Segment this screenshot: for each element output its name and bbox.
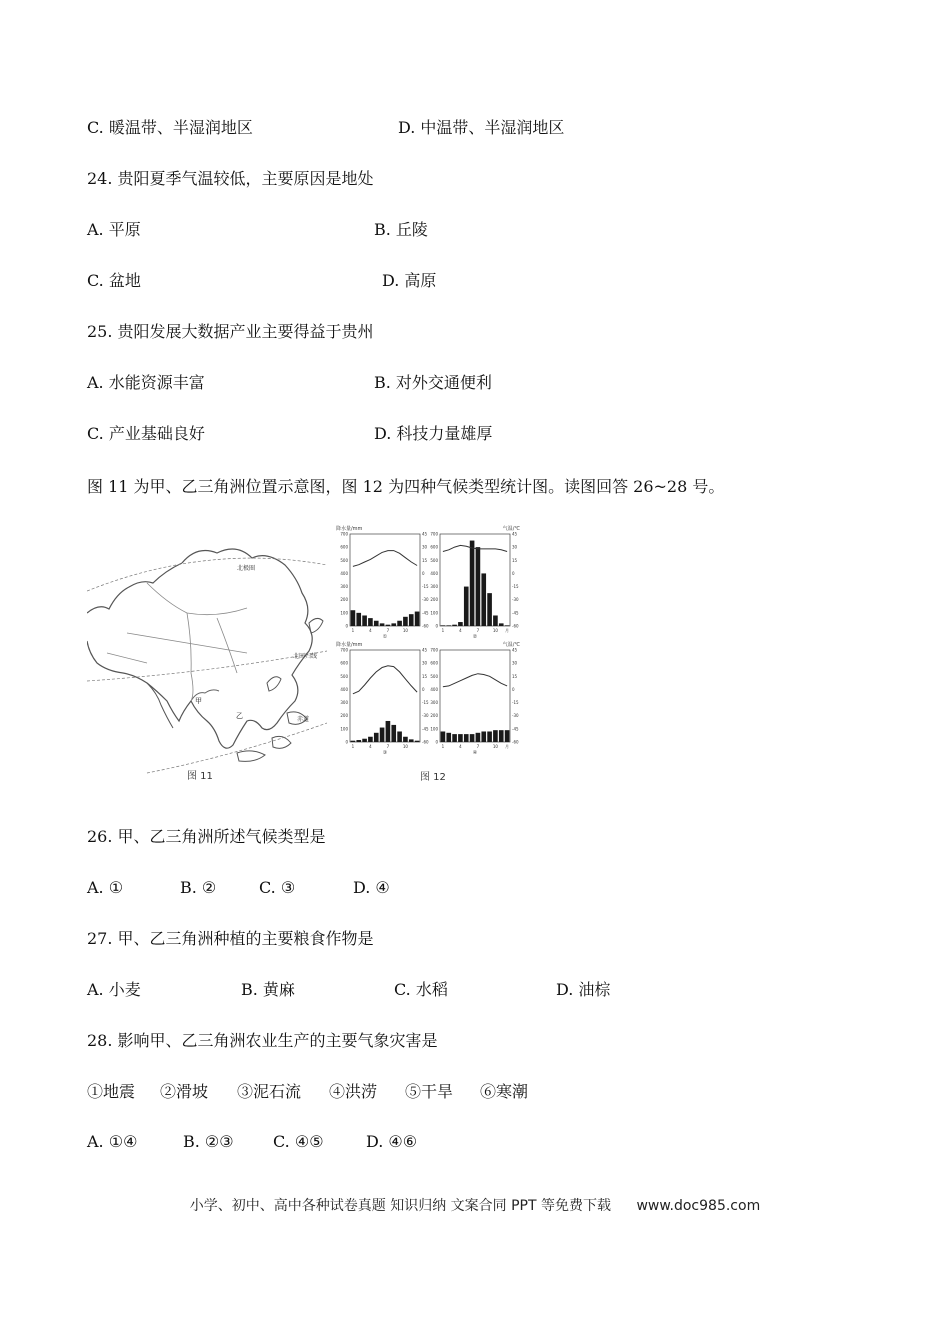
- precip-bar-2-11: [499, 623, 504, 626]
- month-tick-3-4: 4: [369, 744, 372, 749]
- q28-option-d: D. ④⑥: [366, 1132, 418, 1151]
- precip-bar-1-11: [409, 614, 414, 626]
- temp-tick-1-45: 45: [422, 531, 428, 537]
- precip-bar-4-12: [505, 730, 510, 742]
- precip-bar-3-9: [397, 731, 402, 742]
- precip-bar-4-3: [452, 734, 457, 742]
- figure-11-map: [87, 523, 327, 782]
- temp-tick-2--45: -45: [512, 610, 519, 616]
- precip-tick-4-500: 500: [430, 673, 438, 679]
- temp-tick-2-45: 45: [512, 531, 518, 537]
- temp-tick-1-15: 15: [422, 557, 428, 563]
- precip-tick-4-0: 0: [435, 739, 438, 745]
- month-tick-1-7: 7: [386, 628, 390, 633]
- temp-tick-2--15: -15: [512, 584, 519, 590]
- temp-tick-2--30: -30: [512, 597, 519, 603]
- precip-tick-4-200: 200: [430, 713, 438, 719]
- precip-bar-4-4: [458, 734, 463, 742]
- temp-line-1: [353, 551, 417, 567]
- figure-12-charts: [330, 520, 530, 782]
- temp-tick-4-45: 45: [512, 647, 518, 653]
- q26-option-c: C. ③: [259, 878, 296, 897]
- chart-id-2: ②: [472, 634, 478, 640]
- temp-tick-3-30: 30: [422, 660, 428, 666]
- month-tick-3-7: 7: [386, 744, 390, 749]
- q23-option-c: C. 暖温带、半湿润地区: [87, 118, 253, 137]
- temp-tick-1-0: 0: [422, 570, 425, 576]
- precip-bar-4-8: [481, 731, 486, 742]
- precip-tick-3-500: 500: [340, 673, 348, 679]
- precip-tick-2-200: 200: [430, 597, 438, 603]
- q27-option-b: B. 黄麻: [241, 980, 295, 999]
- q26-option-b: B. ②: [180, 878, 217, 897]
- temp-tick-2-30: 30: [512, 544, 518, 550]
- chart-id-3: ③: [382, 750, 388, 756]
- month-tick-1-4: 4: [369, 628, 372, 633]
- q28-item-1: ①地震: [87, 1082, 136, 1101]
- temp-tick-2--60: -60: [512, 623, 519, 629]
- temp-tick-1--30: -30: [422, 597, 429, 603]
- precip-bar-3-8: [391, 725, 396, 742]
- precip-bar-3-10: [403, 737, 408, 742]
- temp-tick-4--45: -45: [512, 726, 519, 732]
- month-label-2: 月: [505, 628, 509, 633]
- precip-bar-1-2: [356, 613, 361, 626]
- temp-tick-4-15: 15: [512, 673, 518, 679]
- chart-frame-1: [350, 534, 420, 626]
- figure-12-caption: 图 12: [420, 772, 446, 783]
- q27-option-a: A. 小麦: [87, 980, 141, 999]
- temp-line-2: [443, 545, 507, 551]
- precip-tick-1-500: 500: [340, 557, 348, 563]
- precip-bar-4-10: [493, 730, 498, 742]
- temp-tick-4--15: -15: [512, 700, 519, 706]
- month-tick-4-1: 1: [441, 744, 445, 749]
- q24-option-d: D. 高原: [382, 271, 437, 290]
- page-footer: [0, 1195, 950, 1215]
- chart-frame-2: [440, 534, 510, 626]
- month-tick-4-10: 10: [492, 744, 498, 749]
- precip-tick-1-0: 0: [345, 623, 348, 629]
- temp-tick-4-30: 30: [512, 660, 518, 666]
- precip-bar-2-5: [464, 587, 469, 626]
- precip-bar-4-9: [487, 731, 492, 742]
- figure-11-caption: 图 11: [187, 771, 213, 782]
- temp-tick-1--15: -15: [422, 584, 429, 590]
- precip-bar-3-4: [368, 737, 373, 742]
- precip-tick-2-300: 300: [430, 584, 438, 590]
- precip-tick-4-600: 600: [430, 660, 438, 666]
- q25-option-b: B. 对外交通便利: [374, 373, 492, 392]
- month-tick-4-4: 4: [459, 744, 462, 749]
- precip-tick-3-400: 400: [340, 686, 348, 692]
- q28-option-c: C. ④⑤: [273, 1132, 324, 1151]
- temp-tick-4-0: 0: [512, 686, 515, 692]
- month-tick-3-10: 10: [402, 744, 408, 749]
- precip-tick-2-0: 0: [435, 623, 438, 629]
- precip-tick-3-600: 600: [340, 660, 348, 666]
- q28-option-b: B. ②③: [183, 1132, 234, 1151]
- precip-bar-2-6: [470, 541, 475, 626]
- precip-bar-3-5: [374, 733, 379, 742]
- precip-tick-2-500: 500: [430, 557, 438, 563]
- q28-option-a: A. ①④: [87, 1132, 138, 1151]
- temp-tick-2-15: 15: [512, 557, 518, 563]
- q26-option-d: D. ④: [353, 878, 390, 897]
- q28-item-2: ②滑坡: [160, 1082, 209, 1101]
- precip-axis-label-1: 降水量/mm: [336, 526, 363, 532]
- temp-tick-2-0: 0: [512, 570, 515, 576]
- precip-tick-3-100: 100: [340, 726, 348, 732]
- tropic-label: 北回归线: [293, 653, 318, 660]
- precip-axis-label-3: 降水量/mm: [336, 642, 363, 648]
- precip-tick-3-200: 200: [340, 713, 348, 719]
- chart-frame-3: [350, 650, 420, 742]
- yi-label: 乙: [236, 712, 243, 720]
- precip-tick-1-100: 100: [340, 610, 348, 616]
- temp-tick-3-15: 15: [422, 673, 428, 679]
- temp-axis-label-4: 气温/℃: [502, 642, 520, 648]
- temp-tick-3--30: -30: [422, 713, 429, 719]
- precip-tick-4-700: 700: [430, 647, 438, 653]
- q28-stem: 28. 影响甲、乙三角洲农业生产的主要气象灾害是: [87, 1031, 438, 1050]
- precip-tick-1-600: 600: [340, 544, 348, 550]
- q24-option-a: A. 平原: [87, 220, 141, 239]
- precip-bar-1-4: [368, 618, 373, 626]
- precip-tick-2-100: 100: [430, 610, 438, 616]
- precip-bar-1-6: [380, 623, 385, 626]
- precip-tick-3-300: 300: [340, 700, 348, 706]
- temp-tick-1--45: -45: [422, 610, 429, 616]
- month-label-4: 月: [505, 744, 509, 749]
- temp-line-3: [353, 666, 417, 694]
- precip-bar-1-7: [386, 625, 391, 626]
- precip-bar-3-11: [409, 739, 414, 742]
- climate-charts-svg: [330, 520, 530, 760]
- precip-bar-3-3: [362, 739, 367, 742]
- precip-tick-2-400: 400: [430, 570, 438, 576]
- q28-item-3: ③泥石流: [237, 1082, 302, 1101]
- precip-bar-4-6: [470, 734, 475, 742]
- temp-tick-3--60: -60: [422, 739, 429, 745]
- q25-option-d: D. 科技力量雄厚: [374, 424, 493, 443]
- q26-option-a: A. ①: [87, 878, 124, 897]
- precip-tick-4-400: 400: [430, 686, 438, 692]
- precip-tick-1-400: 400: [340, 570, 348, 576]
- precip-bar-1-5: [374, 621, 379, 626]
- month-tick-1-10: 10: [402, 628, 408, 633]
- precip-bar-2-8: [481, 573, 486, 626]
- precip-bar-2-7: [476, 547, 481, 626]
- month-tick-2-4: 4: [459, 628, 462, 633]
- precip-tick-3-0: 0: [345, 739, 348, 745]
- precip-bar-4-11: [499, 730, 504, 742]
- temp-tick-3--45: -45: [422, 726, 429, 732]
- precip-bar-1-9: [397, 621, 402, 626]
- precip-bar-2-9: [487, 593, 492, 626]
- footer-text: 小学、初中、高中各种试卷真题 知识归纳 文案合同 PPT 等免费下载: [189, 1198, 612, 1214]
- jia-label: 甲: [195, 697, 202, 705]
- precip-tick-2-700: 700: [430, 531, 438, 537]
- precip-tick-3-700: 700: [340, 647, 348, 653]
- precip-bar-3-12: [415, 741, 420, 742]
- q24-option-b: B. 丘陵: [374, 220, 428, 239]
- q27-option-c: C. 水稻: [394, 980, 448, 999]
- q28-item-6: ⑥寒潮: [480, 1082, 529, 1101]
- precip-bar-1-12: [415, 612, 420, 626]
- q25-stem: 25. 贵阳发展大数据产业主要得益于贵州: [87, 322, 374, 341]
- precip-bar-2-3: [452, 625, 457, 626]
- equator-label: 赤道: [297, 716, 310, 723]
- precip-bar-3-1: [351, 741, 356, 742]
- q28-item-4: ④洪涝: [329, 1082, 378, 1101]
- month-tick-1-1: 1: [351, 628, 355, 633]
- temp-axis-label-2: 气温/℃: [502, 526, 520, 532]
- arctic-circle-label: 北极圈: [237, 565, 256, 572]
- temp-tick-1-30: 30: [422, 544, 428, 550]
- precip-bar-3-2: [356, 740, 361, 742]
- figure-intro: 图 11 为甲、乙三角洲位置示意图，图 12 为四种气候类型统计图。读图回答 26~28 号。: [87, 477, 725, 496]
- q24-stem: 24. 贵阳夏季气温较低，主要原因是地处: [87, 169, 374, 188]
- precip-bar-4-2: [446, 733, 451, 742]
- temp-tick-3-0: 0: [422, 686, 425, 692]
- month-tick-2-10: 10: [492, 628, 498, 633]
- precip-bar-2-12: [505, 625, 510, 626]
- temp-tick-1--60: -60: [422, 623, 429, 629]
- month-tick-2-7: 7: [476, 628, 480, 633]
- precip-bar-4-1: [441, 731, 446, 742]
- precip-bar-1-3: [362, 615, 367, 626]
- temp-tick-4--60: -60: [512, 739, 519, 745]
- precip-bar-3-7: [386, 721, 391, 742]
- temp-line-4: [443, 674, 507, 687]
- precip-bar-2-4: [458, 622, 463, 626]
- q25-option-c: C. 产业基础良好: [87, 424, 205, 443]
- chart-id-1: ①: [382, 634, 388, 640]
- precip-tick-4-100: 100: [430, 726, 438, 732]
- precip-tick-1-200: 200: [340, 597, 348, 603]
- footer-url[interactable]: www.doc985.com: [636, 1198, 761, 1214]
- precip-bar-1-10: [403, 617, 408, 626]
- precip-bar-2-2: [446, 625, 451, 626]
- q23-option-d: D. 中温带、半湿润地区: [398, 118, 565, 137]
- precip-tick-1-300: 300: [340, 584, 348, 590]
- q27-stem: 27. 甲、乙三角洲种植的主要粮食作物是: [87, 929, 374, 948]
- q27-option-d: D. 油棕: [556, 980, 611, 999]
- precip-tick-4-300: 300: [430, 700, 438, 706]
- month-tick-2-1: 1: [441, 628, 445, 633]
- precip-bar-4-5: [464, 734, 469, 742]
- map-svg: [87, 523, 327, 775]
- precip-bar-2-10: [493, 615, 498, 626]
- temp-tick-4--30: -30: [512, 713, 519, 719]
- precip-bar-3-6: [380, 728, 385, 742]
- precip-tick-1-700: 700: [340, 531, 348, 537]
- q25-option-a: A. 水能资源丰富: [87, 373, 205, 392]
- chart-frame-4: [440, 650, 510, 742]
- month-tick-4-7: 7: [476, 744, 480, 749]
- temp-tick-3--15: -15: [422, 700, 429, 706]
- temp-tick-3-45: 45: [422, 647, 428, 653]
- q26-stem: 26. 甲、乙三角洲所述气候类型是: [87, 827, 326, 846]
- precip-bar-2-1: [441, 625, 446, 626]
- q28-item-5: ⑤干旱: [405, 1082, 454, 1101]
- precip-tick-2-600: 600: [430, 544, 438, 550]
- precip-bar-1-8: [391, 623, 396, 626]
- q24-option-c: C. 盆地: [87, 271, 141, 290]
- precip-bar-1-1: [351, 610, 356, 626]
- chart-id-4: ④: [472, 750, 478, 756]
- precip-bar-4-7: [476, 733, 481, 742]
- month-tick-3-1: 1: [351, 744, 355, 749]
